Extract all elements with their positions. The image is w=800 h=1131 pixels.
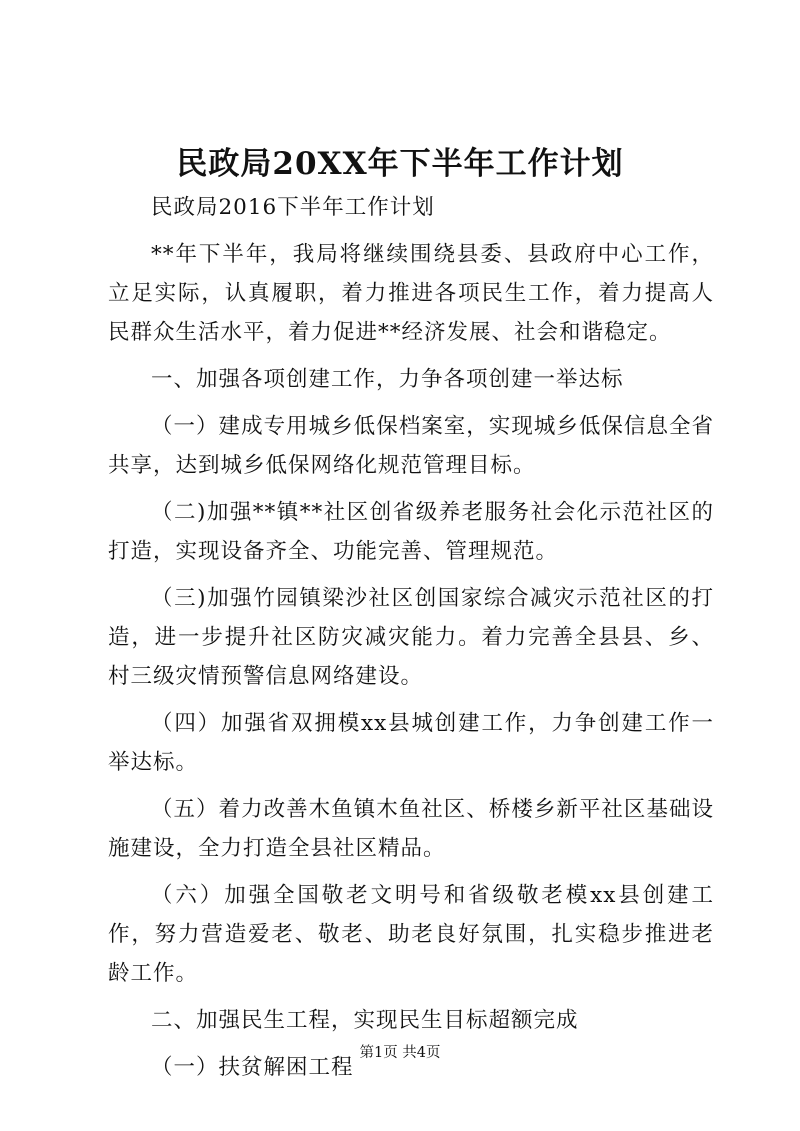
document-title: 民政局20XX年下半年工作计划 [176,146,624,182]
paragraph-intro: **年下半年，我局将继续围绕县委、县政府中心工作，立足实际，认真履职，着力推进各项民生工作，着力提高人民群众生活水平，着力促进**经济发展、社会和谐稳定。 [108,242,714,345]
document-body [108,188,714,1095]
paragraph-item-2-1: （一）扶贫解困工程 [151,1055,354,1080]
paragraph-item-1-5: （五）着力改善木鱼镇木鱼社区、桥楼乡新平社区基础设施建设，全力打造全县社区精品。 [108,797,714,861]
paragraph-item-1-4: （四）加强省双拥模xx县城创建工作，力争创建工作一举达标。 [108,711,714,775]
paragraph-item-1-1: （一）建成专用城乡低保档案室，实现城乡低保信息全省共享，达到城乡低保网络化规范管理目标。 [108,414,714,478]
paragraph-subtitle: 民政局2016下半年工作计划 [151,195,435,220]
section-heading-2: 二、加强民生工程，实现民生目标超额完成 [151,1008,579,1033]
page-number-footer: 第1页 共4页 [359,1045,441,1061]
paragraph-item-1-3: （三)加强竹园镇梁沙社区创国家综合减灾示范社区的打造，进一步提升社区防灾减灾能力。着力完善全县县、乡、村三级灾情预警信息网络建设。 [108,586,714,689]
paragraph-item-1-2: （二)加强**镇**社区创省级养老服务社会化示范社区的打造，实现设备齐全、功能完善、管理规范。 [108,500,714,564]
paragraph-item-1-6: （六）加强全国敬老文明号和省级敬老模xx县创建工作，努力营造爱老、敬老、助老良好氛围，扎实稳步推进老龄工作。 [108,883,714,986]
section-heading-1: 一、加强各项创建工作，力争各项创建一举达标 [151,367,624,392]
